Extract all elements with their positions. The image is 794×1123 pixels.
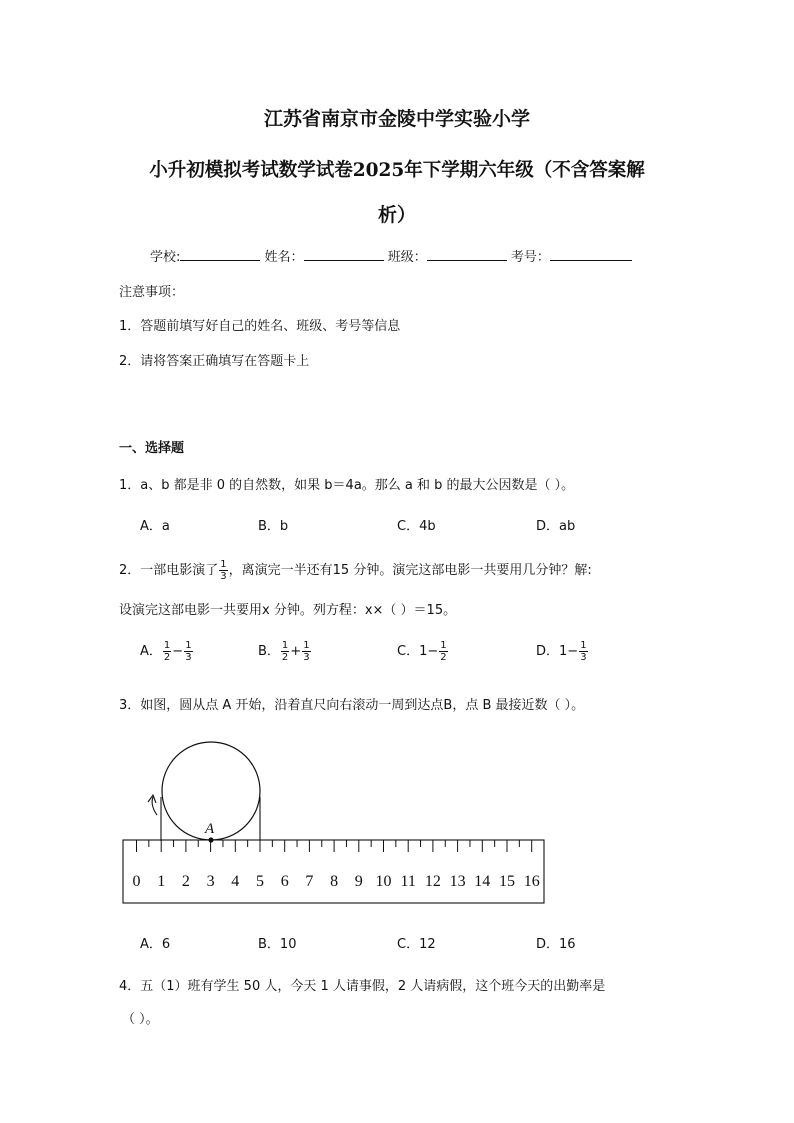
point-a-label: A: [205, 821, 215, 837]
student-info-line: [150, 246, 632, 265]
exam-title-line1: 江苏省南京市金陵中学实验小学: [263, 108, 530, 130]
ruler-tick-label: 8: [330, 873, 339, 890]
exam-no-blank[interactable]: [550, 246, 632, 261]
q2-option-d[interactable]: D．1− $\frac{1}{3}$: [536, 640, 587, 663]
ruler-tick-label: 2: [181, 873, 190, 890]
class-label: 班级：: [387, 250, 427, 265]
ruler-tick-label: 7: [305, 873, 314, 890]
q1-option-c[interactable]: C．4b: [397, 519, 436, 534]
ruler-tick-label: 15: [499, 873, 515, 890]
q2-option-c[interactable]: C．1− $\frac{1}{2}$: [397, 640, 447, 663]
q2-option-a[interactable]: A． $\frac{1}{2}$ − $\frac{1}{3}$: [140, 640, 192, 663]
ruler-tick-label: 0: [132, 873, 141, 890]
ruler-tick-label: 1: [157, 873, 166, 890]
q3-option-b[interactable]: B．10: [258, 937, 297, 952]
q2-option-b[interactable]: B． $\frac{1}{2}$ + $\frac{1}{3}$: [258, 640, 310, 663]
school-blank[interactable]: [180, 246, 260, 261]
q3-stem: 3．如图，圆从点 A 开始，沿着直尺向右滚动一周到达点B，点 B 最接近数（ ）。: [119, 698, 585, 713]
q3-option-d[interactable]: D．16: [536, 937, 576, 952]
school-label: 学校:: [150, 250, 181, 265]
ruler-tick-label: 14: [474, 873, 491, 890]
ruler-tick-label: 3: [206, 873, 215, 890]
ruler-tick-label: 10: [375, 873, 392, 890]
ruler-tick-label: 12: [424, 873, 441, 890]
rotation-arrow-icon: [148, 795, 157, 815]
ruler-tick-label: 5: [256, 873, 264, 890]
ruler-tick-label: 16: [523, 873, 540, 890]
q2-stem-line1: 2．一部电影演了 $\frac{1}{3}$ ，离演完一半还有15 分钟。演完这部电影一共要用几分钟？解:: [119, 559, 592, 582]
section-heading: 一、选择题: [119, 441, 185, 456]
q4-stem-line1: 4．五（1）班有学生 50 人，今天 1 人请事假，2 人请病假，这个班今天的出勤率是: [119, 979, 606, 994]
q3-option-c[interactable]: C．12: [397, 937, 436, 952]
q1-option-a[interactable]: A．a: [140, 519, 170, 534]
ruler-tick-label: 9: [354, 873, 363, 890]
rolling-circle-figure: [115, 735, 555, 910]
exam-no-label: 考号：: [510, 250, 550, 265]
exam-title-line2: 小升初模拟考试数学试卷2025年下学期六年级（不含答案解: [149, 160, 645, 181]
ruler-ticks: [133, 840, 540, 890]
notes-heading: 注意事项：: [119, 285, 185, 300]
q1-option-b[interactable]: B．b: [258, 519, 289, 534]
q3-option-a[interactable]: A．6: [140, 937, 171, 952]
class-blank[interactable]: [427, 246, 507, 261]
fraction: $\frac{1}{3}$: [220, 559, 227, 582]
q1-stem: 1．a、b 都是非 0 的自然数，如果 b＝4a。那么 a 和 b 的最大公因数是（ ）。: [119, 478, 575, 493]
notes-item-1: 1．答题前填写好自己的姓名、班级、考号等信息: [119, 319, 401, 334]
q1-option-d[interactable]: D．ab: [536, 519, 576, 534]
ruler-tick-label: 13: [449, 873, 466, 890]
name-blank[interactable]: [304, 246, 384, 261]
ruler-tick-label: 4: [231, 873, 240, 890]
q4-stem-line2: （ ）。: [122, 1012, 159, 1027]
exam-title-line3: 析）: [377, 204, 416, 226]
name-label: 姓名：: [264, 250, 304, 265]
notes-item-2: 2．请将答案正确填写在答题卡上: [119, 354, 310, 369]
ruler-tick-label: 6: [280, 873, 289, 890]
ruler-tick-label: 11: [400, 873, 416, 890]
q2-stem-line2: 设演完这部电影一共要用x 分钟。列方程：x×（ ）＝15。: [119, 603, 457, 618]
